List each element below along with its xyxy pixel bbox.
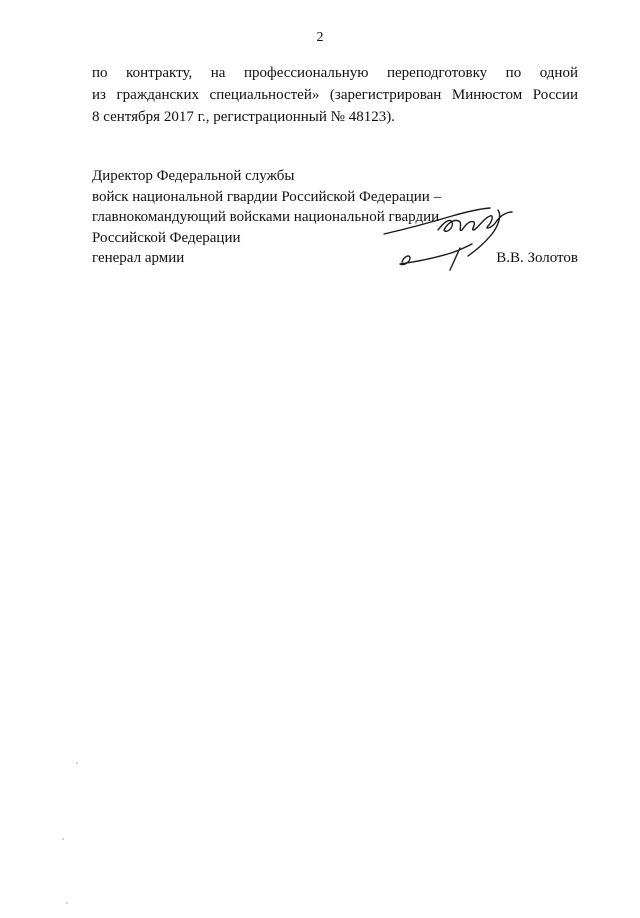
body-line-1: по контракту, на профессиональную переподготовку по одной	[92, 65, 578, 81]
scan-artifact	[76, 762, 78, 764]
signer-name: В.В. Золотов	[496, 250, 578, 266]
scan-artifact	[62, 838, 64, 840]
signer-title-line-2: войск национальной гвардии Российской Федерации –	[92, 188, 442, 205]
handwritten-signature	[380, 200, 530, 272]
signer-title-line-4: Российской Федерации	[92, 229, 241, 246]
signer-rank: генерал армии	[92, 250, 185, 266]
signer-title-line-3: главнокомандующий войсками национальной гвардии	[92, 209, 440, 225]
body-line-3: 8 сентября 2017 г., регистрационный № 48123).	[92, 109, 395, 125]
signer-title-line-1: Директор Федеральной службы	[92, 168, 295, 184]
body-line-2: из гражданских специальностей» (зарегистрирован Минюстом России	[92, 87, 578, 103]
scan-artifact	[66, 902, 68, 904]
page-number: 2	[316, 30, 324, 45]
body-paragraph	[92, 62, 578, 128]
